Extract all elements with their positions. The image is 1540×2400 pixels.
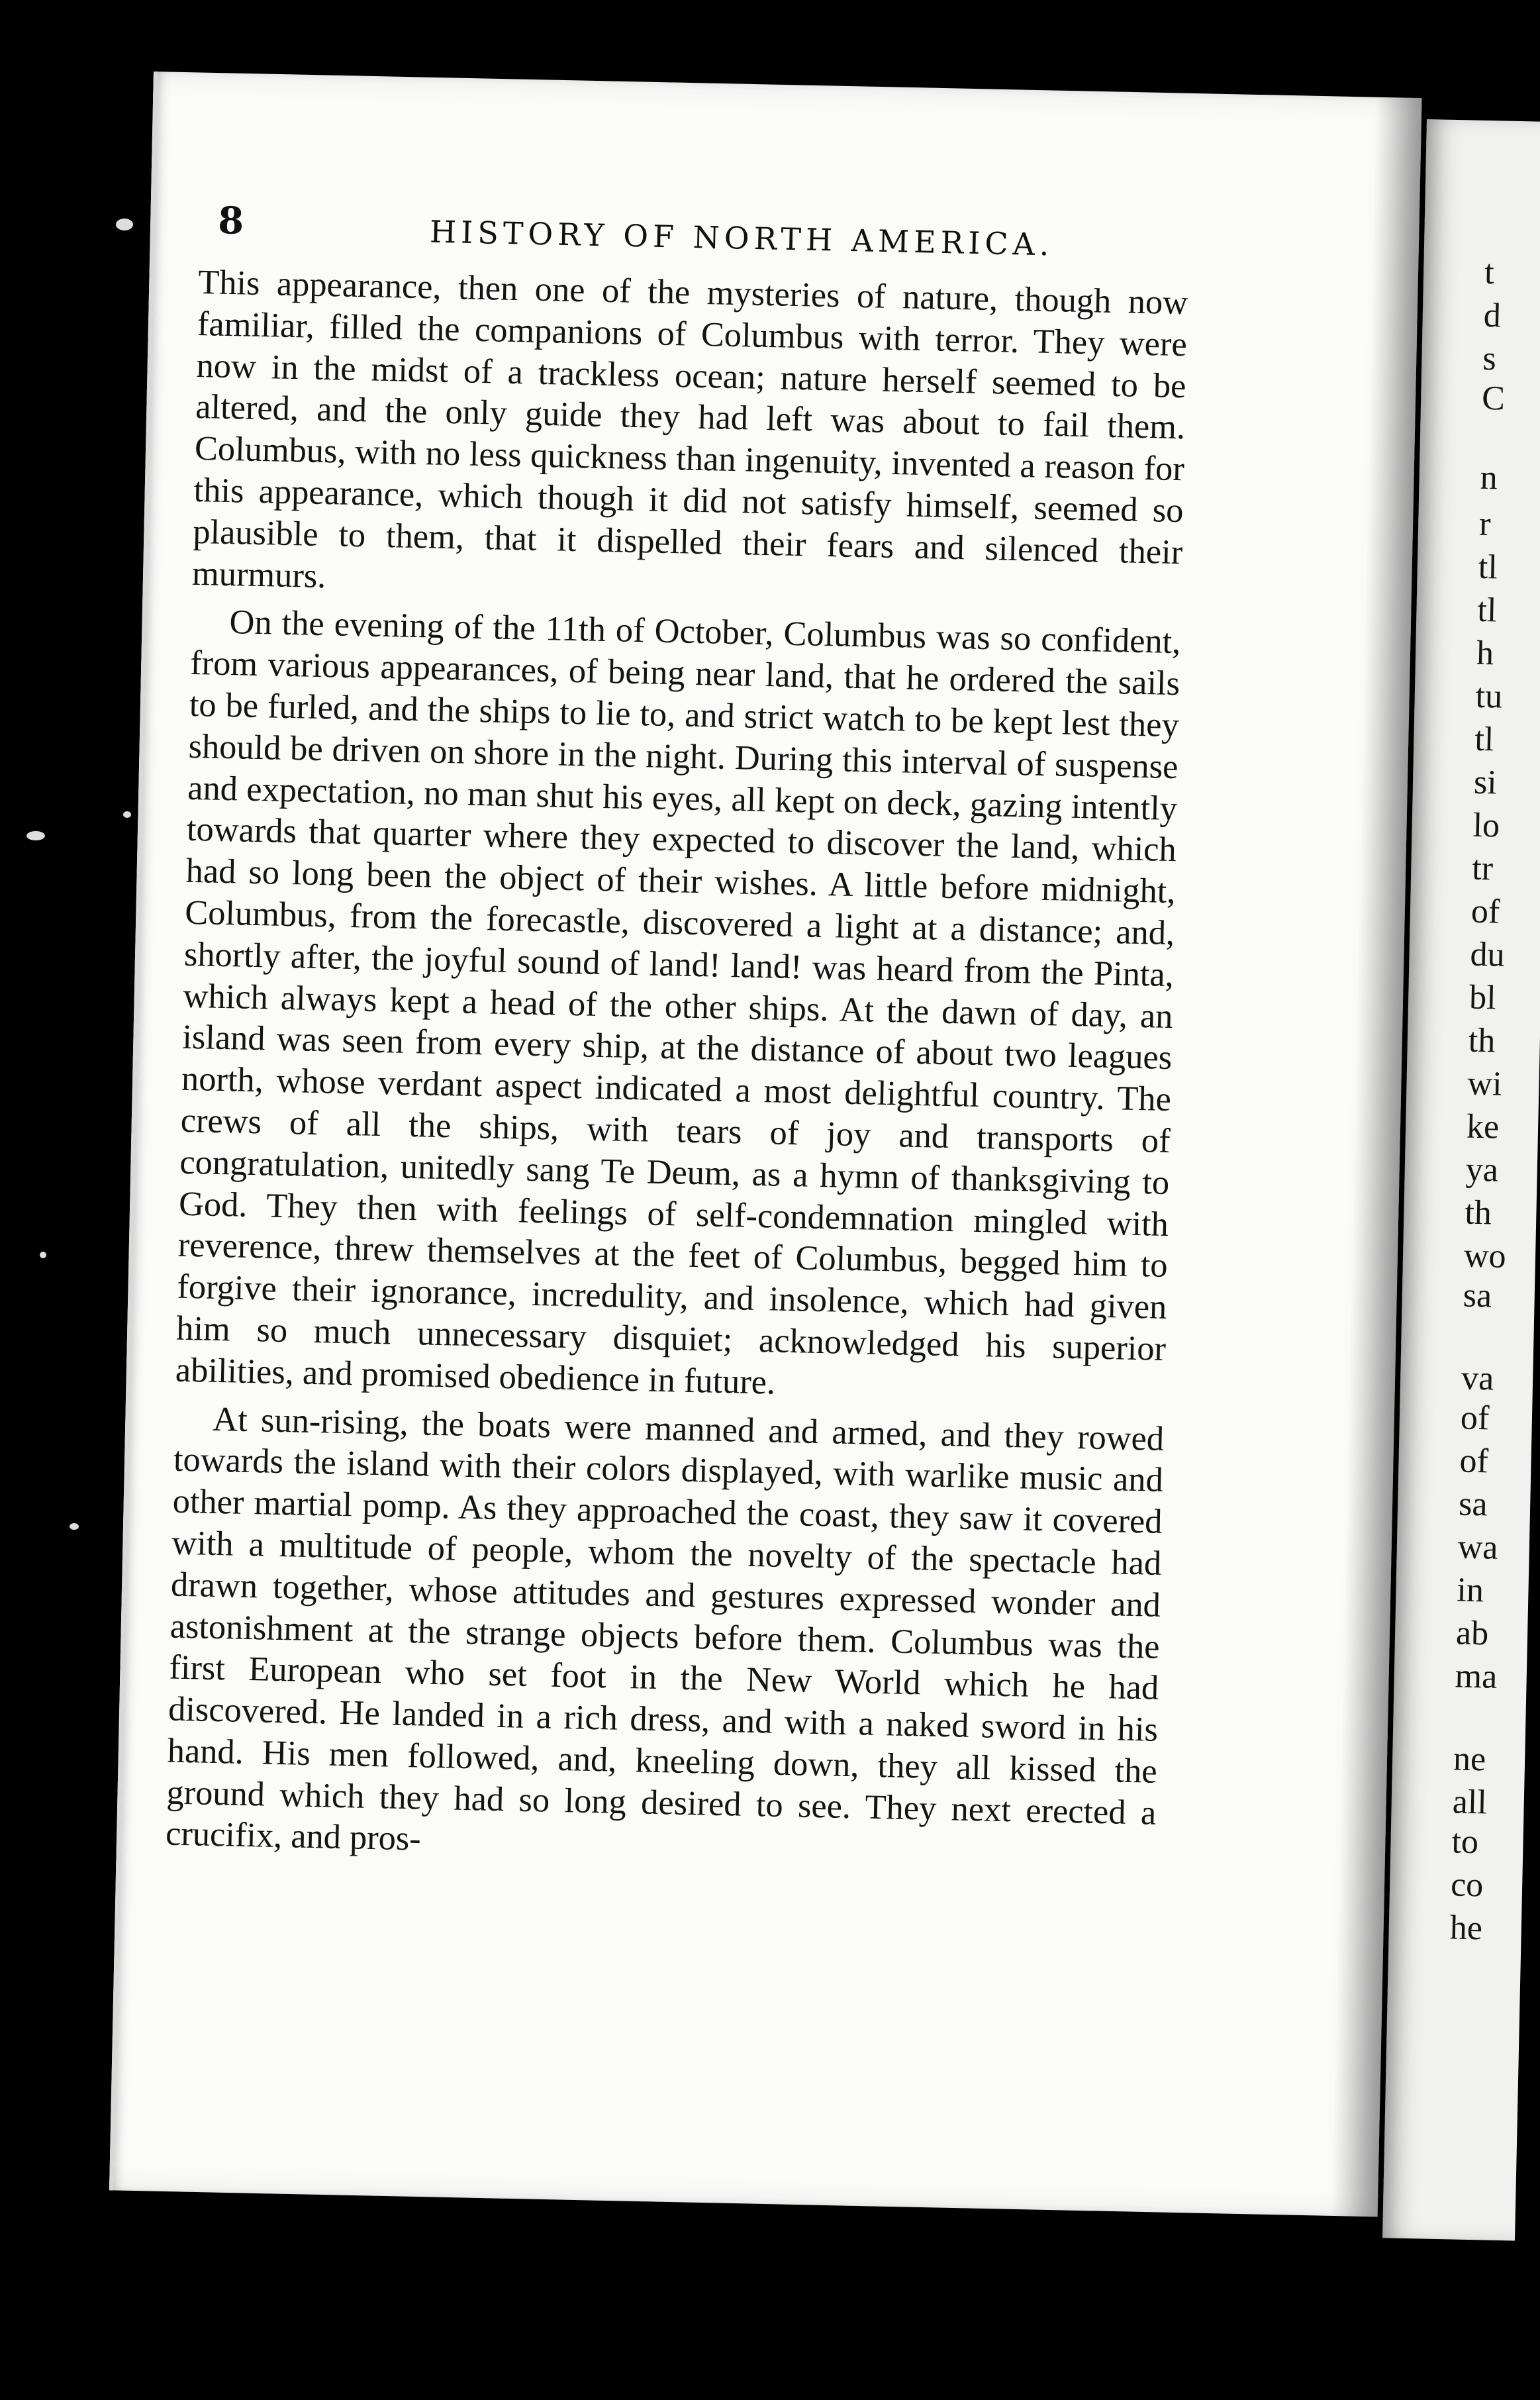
paragraph-3: At sun-rising, the boats were manned and armed, and they rowed towards the island with their colors displayed, with warlike music and other martial pomp. As they approached the coast, they saw it covered with a multitude of people, whom the novelty of the spectacle had drawn together, whose attitudes and gestures expressed wonder and astonishment at the strange objects before them. Columbus was the first European who set foot in the New World which he had discovered. He landed in a rich dress, and with a naked sword in his hand. His men followed, and, kneeling down, they all kissed the ground which they had so long desired to see. They next erected a crucifix, and pros- — [165, 1399, 1165, 1859]
dust-speck — [26, 831, 45, 840]
facing-page-fragment: s — [1482, 339, 1497, 378]
facing-page-fragment: co — [1450, 1866, 1484, 1905]
facing-page-fragment: wa — [1457, 1528, 1499, 1567]
facing-page-fragment: t — [1484, 253, 1495, 292]
facing-page-fragment: bl — [1468, 978, 1497, 1017]
running-title: HISTORY OF NORTH AMERICA. — [429, 213, 1054, 263]
facing-page-fragment: tr — [1471, 849, 1494, 888]
page-number: 8 — [217, 199, 244, 243]
facing-page-fragment: ab — [1455, 1614, 1489, 1653]
facing-page-fragment: he — [1449, 1909, 1483, 1948]
facing-page-fragment: wo — [1463, 1236, 1507, 1275]
facing-page-fragment: of — [1470, 892, 1500, 931]
facing-page-fragment: r — [1478, 505, 1492, 544]
dust-speck — [40, 1252, 46, 1258]
facing-page-fragment: th — [1464, 1193, 1492, 1232]
facing-page-fragment: sa — [1463, 1276, 1492, 1315]
dust-speck — [116, 219, 133, 230]
facing-page-fragment: to — [1451, 1823, 1479, 1862]
facing-page-fragment: ma — [1455, 1657, 1498, 1696]
dust-speck — [123, 811, 131, 818]
facing-page-fragment: si — [1473, 763, 1498, 802]
facing-page-fragment: sa — [1458, 1485, 1488, 1524]
facing-page-fragment: ke — [1466, 1107, 1500, 1146]
facing-page-fragment: th — [1468, 1021, 1496, 1060]
facing-page-fragment: in — [1456, 1571, 1484, 1610]
facing-page-fragment: h — [1476, 634, 1494, 673]
facing-page-fragment: du — [1470, 935, 1506, 974]
facing-page-fragment: n — [1480, 458, 1498, 497]
facing-page-fragment: wi — [1467, 1064, 1503, 1103]
facing-page-fragment: ne — [1453, 1740, 1486, 1779]
facing-page-fragment: tl — [1478, 548, 1498, 587]
facing-page-fragment: of — [1460, 1399, 1490, 1438]
facing-page-fragment: lo — [1472, 806, 1500, 845]
facing-page-fragment: C — [1481, 379, 1506, 418]
facing-page-fragment: all — [1452, 1783, 1488, 1822]
facing-page-fragment: ya — [1465, 1150, 1499, 1189]
dust-speck — [70, 1523, 79, 1530]
facing-page-fragment: va — [1461, 1359, 1494, 1398]
paragraph-1: This appearance, then one of the mysteries of nature, though now familiar, filled the companions of Columbus with terror. They were now in the midst of a trackless ocean; nature herself seemed to be altered, and the only guide they had left was about to fail them. Columbus, with no less quickness than ingenuity, invented a reason for this appearance, which though it did not satisfy himself, seemed so plausible to them, that it dispelled their fears and silenced their murmurs. — [191, 262, 1188, 595]
facing-page-fragment: of — [1459, 1442, 1489, 1481]
facing-page-fragment: tl — [1474, 720, 1494, 759]
paragraph-2: On the evening of the 11th of October, Columbus was so confident, from various appearances, of being near land, that he ordered the sails to be furled, and the ships to lie to, and strict watch to be kept lest they should be driven on shore in the night. During this interval of suspense and expectation, no man shut his eyes, all kept on deck, gazing intently towards that quarter where they expected to discover the land, which had so long been the object of their wishes. A little before midnight, Columbus, from the forecastle, discovered a light at a distance; and, shortly after, the joyful sound of land! land! was heard from the Pinta, which always kept a head of the other ships. At the dawn of day, an island was seen from every ship, at the distance of about two leagues north, whose verdant aspect indicated a most delightful country. The crews of all the ships, with tears of joy and transports of congratulation, unitedly sang Te Deum, as a hymn of thanksgiving to God. They then with feelings of self-condemnation mingled with reverence, threw themselves at the feet of Columbus, begged him to forgive their ignorance, incredulity, and insolence, which had given him so much unnecessary disquiet; acknowledged his superior abilities, and promised obedience in future. — [175, 603, 1181, 1402]
facing-page-fragment: tu — [1475, 677, 1503, 716]
body-text — [165, 262, 1188, 1882]
facing-page-fragment: d — [1483, 296, 1502, 335]
facing-page-fragment: tl — [1476, 591, 1497, 630]
